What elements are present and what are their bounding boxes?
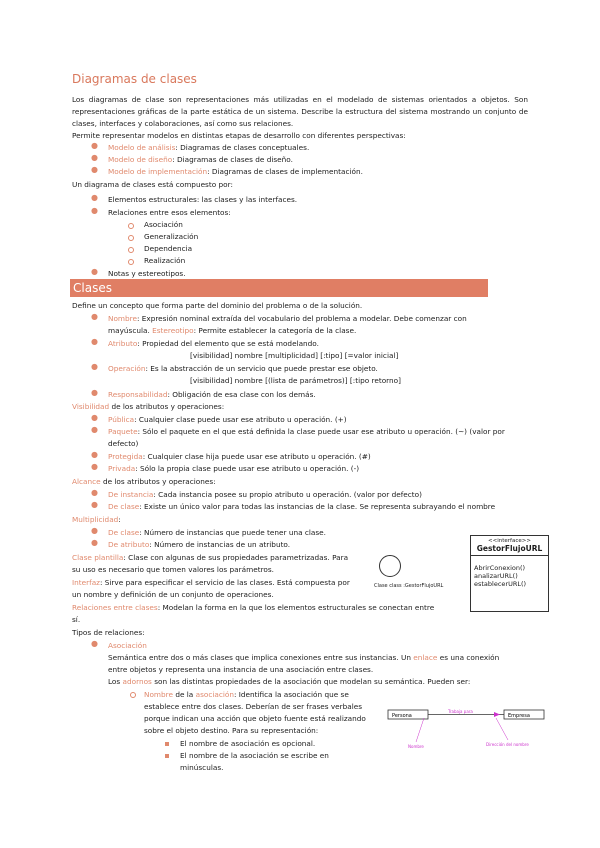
class-relations-line: Relaciones entre clases: Modelan la forma en la que los elementos estructurales se conectan entre bbox=[72, 603, 435, 612]
list-item: De atributo: Número de instancias de un atributo. bbox=[108, 540, 291, 549]
uml-operation: analizarURL() bbox=[474, 572, 518, 580]
association-name-line3: porque indican una acción que objeto fuente está realizando bbox=[144, 714, 366, 723]
list-item: Operación: Es la abstracción de un servicio que puede prestar ese objeto. bbox=[108, 364, 378, 373]
association-text: Semántica entre dos o más clases que implica conexiones entre sus instancias. Un enlace es una conexión bbox=[108, 653, 500, 662]
list-item: Responsabilidad: Obligación de esa clase con los demás. bbox=[108, 390, 316, 399]
bullet-icon: ● bbox=[91, 267, 98, 276]
association-name-line2: establece entre dos clases. Deberían de ser frases verbales bbox=[144, 702, 363, 711]
class-relations-line2: sí. bbox=[72, 615, 81, 624]
bullet-icon: ● bbox=[91, 193, 98, 202]
assoc-mid-label: Trabaja para bbox=[448, 709, 473, 714]
list-item: Elementos estructurales: las clases y las interfaces. bbox=[108, 195, 298, 204]
scope-heading: Alcance de los atributos y operaciones: bbox=[72, 477, 216, 486]
bullet-icon: ● bbox=[91, 312, 98, 321]
circle-bullet-icon bbox=[128, 259, 134, 265]
multiplicity-heading: Multiplicidad: bbox=[72, 515, 121, 524]
bullet-icon: ● bbox=[91, 141, 98, 150]
clases-definition: Define un concepto que forma parte del dominio del problema o de la solución. bbox=[72, 301, 363, 310]
direction-arrow-icon bbox=[494, 712, 500, 717]
bullet-icon: ● bbox=[91, 488, 98, 497]
sublist-item: Asociación bbox=[144, 220, 183, 229]
list-item: Nombre: Expresión nominal extraída del vocabulario del problema a modelar. Debe comenzar con bbox=[108, 314, 467, 323]
sublist-item: Dependencia bbox=[144, 244, 193, 253]
sublist-item: Realización bbox=[144, 256, 186, 265]
composition-heading: Un diagrama de clases está compuesto por: bbox=[72, 180, 233, 189]
list-item: Atributo: Propiedad del elemento que se está modelando. bbox=[108, 339, 319, 348]
association-term: Asociación bbox=[108, 641, 147, 650]
uml-interface-diagram bbox=[470, 535, 549, 612]
intro-perspectives: Permite representar modelos en distintas etapas de desarrollo con diferentes perspectivas: bbox=[72, 131, 406, 140]
operation-syntax: [visibilidad] nombre [(lista de parámetros)] [:tipo retorno] bbox=[190, 376, 401, 385]
list-item: Pública: Cualquier clase puede usar ese atributo u operación. (+) bbox=[108, 415, 347, 424]
bullet-icon: ● bbox=[91, 153, 98, 162]
intro-paragraph: Los diagramas de clase son representaciones más utilizadas en el modelado de sistemas orientados a objetos. Son representaciones gráficas de la parte estática de un sistema. Describe la estructura del sistema mostrando un conjunto de clases, interfaces y colaboraciones, así como sus relaciones. bbox=[72, 95, 528, 128]
list-item-continued: mayúscula. Estereotipo: Permite establecer la categoría de la clase. bbox=[108, 326, 357, 335]
uml-operation: AbrirConexion() bbox=[474, 564, 526, 572]
list-item: Notas y estereotipos. bbox=[108, 269, 186, 278]
bullet-icon: ● bbox=[91, 639, 98, 648]
square-list-item: El nombre de la asociación se escribe en bbox=[180, 751, 329, 760]
assoc-right-label: Empresa bbox=[508, 713, 530, 719]
interface-line2: un nombre y definición de un conjunto de operaciones. bbox=[72, 590, 274, 599]
bullet-icon: ● bbox=[91, 362, 98, 371]
section-title: Clases bbox=[73, 281, 112, 295]
callout-line-left bbox=[416, 718, 424, 742]
bullet-icon: ● bbox=[91, 450, 98, 459]
square-list-item-continued: minúsculas. bbox=[180, 763, 224, 772]
relation-types-heading: Tipos de relaciones: bbox=[72, 628, 145, 637]
list-item: Modelo de diseño: Diagramas de clases de diseño. bbox=[108, 155, 293, 164]
bullet-icon: ● bbox=[91, 500, 98, 509]
square-bullet-icon bbox=[165, 742, 169, 746]
page-title: Diagramas de clases bbox=[72, 72, 197, 86]
assoc-callout-label: Nombre bbox=[408, 744, 424, 749]
uml-operation: establecerURL() bbox=[474, 580, 527, 588]
bullet-icon: ● bbox=[91, 165, 98, 174]
list-item: Modelo de implementación: Diagramas de clases de implementación. bbox=[108, 167, 363, 176]
list-item-continued: defecto) bbox=[108, 439, 139, 448]
sublist-item: Generalización bbox=[144, 232, 199, 241]
association-text2: entre objetos y representa una instancia de una asociación entre clases. bbox=[108, 665, 374, 674]
bullet-icon: ● bbox=[91, 526, 98, 535]
list-item: De instancia: Cada instancia posee su propio atributo u operación. (valor por defecto) bbox=[108, 490, 422, 499]
lollipop-label: Clase class :GestorFlujoURL bbox=[374, 583, 444, 589]
bullet-icon: ● bbox=[91, 206, 98, 215]
bullet-icon: ● bbox=[91, 538, 98, 547]
section-header bbox=[70, 279, 488, 297]
bullet-icon: ● bbox=[91, 337, 98, 346]
circle-bullet-icon bbox=[130, 692, 136, 698]
bullet-icon: ● bbox=[91, 413, 98, 422]
bullet-icon: ● bbox=[91, 388, 98, 397]
template-class-line2: su uso es necesario que tomen valores los parámetros. bbox=[72, 565, 275, 574]
association-diagram bbox=[386, 706, 546, 756]
square-list-item: El nombre de asociación es opcional. bbox=[180, 739, 316, 748]
bullet-icon: ● bbox=[91, 425, 98, 434]
list-item: Privada: Sólo la propia clase puede usar ese atributo u operación. (-) bbox=[108, 464, 360, 473]
visibility-heading: Visibilidad de los atributos y operaciones: bbox=[72, 402, 225, 411]
attribute-syntax: [visibilidad] nombre [multiplicidad] [:tipo] [=valor inicial] bbox=[190, 351, 399, 360]
association-name-item: Nombre de la asociación: Identifica la asociación que se bbox=[144, 690, 349, 699]
circle-bullet-icon bbox=[128, 247, 134, 253]
list-item: De clase: Número de instancias que puede tener una clase. bbox=[108, 528, 326, 537]
uml-class-name: GestorFlujoURL bbox=[476, 544, 543, 553]
interface-lollipop-icon bbox=[379, 555, 401, 577]
callout-line-right bbox=[496, 718, 508, 740]
assoc-callout-label: Dirección del nombre bbox=[486, 742, 529, 747]
circle-bullet-icon bbox=[128, 235, 134, 241]
list-item: Modelo de análisis: Diagramas de clases conceptuales. bbox=[108, 143, 310, 152]
list-item: Protegida: Cualquier clase hija puede usar ese atributo u operación. (#) bbox=[108, 452, 371, 461]
assoc-left-label: Persona bbox=[392, 713, 412, 719]
list-item: De clase: Existe un único valor para todas las instancias de la clase. Se representa subrayando el nombre bbox=[108, 502, 496, 511]
square-bullet-icon bbox=[165, 754, 169, 758]
template-class-line: Clase plantilla: Clase con algunas de sus propiedades parametrizadas. Para bbox=[72, 553, 349, 562]
circle-bullet-icon bbox=[128, 223, 134, 229]
adornments-text: Los adornos son las distintas propiedades de la asociación que modelan su semántica. Pueden ser: bbox=[108, 677, 471, 686]
uml-operations bbox=[471, 556, 548, 588]
uml-stereotype: <<interface>> bbox=[488, 538, 531, 544]
association-name-line4: sobre el objeto destino. Para su representación: bbox=[144, 726, 319, 735]
bullet-icon: ● bbox=[91, 462, 98, 471]
interface-line: Interfaz: Sirve para especificar el servicio de las clases. Está compuesta por bbox=[72, 578, 350, 587]
list-item: Relaciones entre esos elementos: bbox=[108, 208, 231, 217]
list-item: Paquete: Sólo el paquete en el que está definida la clase puede usar ese atributo u operación. (~) (valor por bbox=[108, 427, 505, 436]
